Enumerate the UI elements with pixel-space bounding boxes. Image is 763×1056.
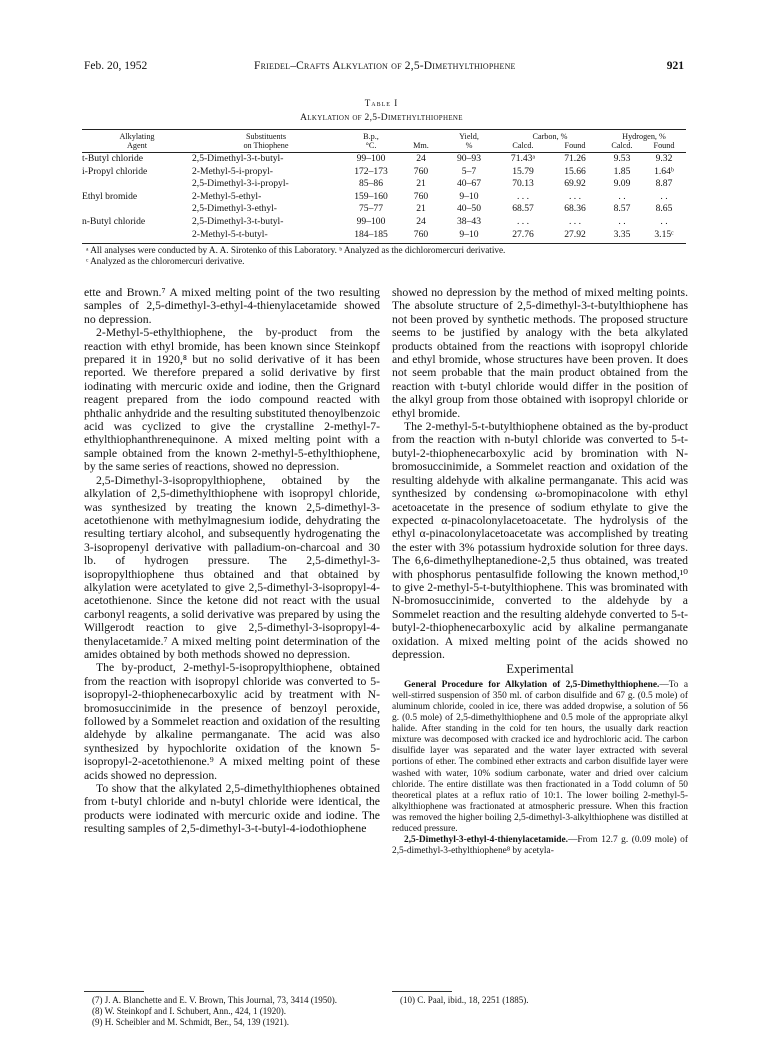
cell-carbon-found: 68.36 xyxy=(564,203,586,215)
cell-hydrogen-calcd: 1.85 xyxy=(613,165,631,177)
cell-hydrogen-calcd: . . xyxy=(618,190,626,202)
col-yield-head-1: Yield, xyxy=(459,132,479,141)
procedure-heading: General Procedure for Alkylation of 2,5-Dimethylthiophene. xyxy=(404,679,660,690)
cell-hydrogen-calcd: 9.53 xyxy=(613,153,631,164)
cell-carbon-found: 27.92 xyxy=(548,229,602,244)
cell-carbon-found: 71.26 xyxy=(564,153,586,164)
issue-date: Feb. 20, 1952 xyxy=(84,60,148,72)
body-paragraph: showed no depression by the method of mixed melting points. The absolute structure of 2,5-dimethyl-3-t-butylthiophene has not been proved by synthetic methods. The proposed structure seems to be justified by analogy with the beta alkylated products obtained from the reactions with isopropyl chloride and ethyl bromide, whose structures have been proven. It does not seem probable that the main product obtained from the reaction with t-butyl chloride would differ in the position of the alkyl group from those obtained with isopropyl chloride or ethyl bromide. xyxy=(392,286,688,420)
cell-bp: 75–77 xyxy=(359,203,383,215)
body-paragraph: The 2-methyl-5-t-butylthiophene obtained as the by-product from the reaction with n-butyl chloride was converted to 5-t-butyl-2-thiophenecarboxylic acid by bromination with N-bromosuccinimide, a Sommelet reaction and oxidation of the resulting aldehyde with alkaline permanganate. This acid was synthesized by condensing ω-bromopinacolone with ethyl acetoacetate in the presence of sodium ethylate to give the expected α-pinacolonylacetoacetate. The hydrolysis of the ethyl α-pinacolonylacetoacetate was accomplished by treating the ester with 3% potassium hydroxide solution for three days. The 6,6-dimethylheptanedione-2,5 thus obtained, was treated with phosphorus pentasulfide following the known method,¹⁰ to give 2-methyl-5-t-butylthiophene. This was brominated with N-bromosuccinimide, converted to the aldehyde by a Sommelet reaction and the resulting aldehyde converted to 5-t-butyl-2-thiophenecarboxylic acid by alkaline permanganate oxidation. A mixed melting point of the acids showed no depression. xyxy=(392,420,688,661)
col-mm-spacer xyxy=(402,132,440,141)
procedure-body: —To a well-stirred suspension of 350 ml. of carbon disulfide and 67 g. (0.5 mole) of aluminum chloride, cooled in ice, there was added dropwise, a solution of 56 g. (0.5 mole) of 2,5-dimethylthiophene and 0.5 mole of the appropriate alkyl halide. After standing in the cold for ten hours, the usually dark reaction mixture was decomposed with cracked ice and hydrochloric acid. The carbon disulfide layer was separated and the water layer extracted with several portions of ether. The combined ether extracts and carbon disulfide layer were washed with water, 10% sodium carbonate, water and dried over calcium chloride. The entire distillate was then fractionated in a Todd column of 50 theoretical plates at a reflux ratio of 10:1. The lower boiling 2-methyl-5-alkylthiophene was fractionated at atmospheric pressure. When this fraction was removed the higher boiling 2,5-dimethyl-3-alkylthiophene was distilled at reduced pressure. xyxy=(392,679,688,834)
cell-hydrogen-found: 8.87 xyxy=(655,178,673,190)
references-right xyxy=(392,991,688,1006)
cell-agent: Ethyl bromide xyxy=(82,190,138,202)
body-paragraph: The by-product, 2-methyl-5-isopropylthiophene, obtained from the reaction with isopropyl chloride was converted to 5-isopropyl-2-thiophenecarboxylic acid by treatment with N-bromosuccinimide in the presence of benzoyl peroxide, followed by a Sommelet reaction and oxidation of the resulting aldehyde by alkaline permanganate. The acid was also synthesized by hypochlorite oxidation of the known 5-isopropyl-2-acetothienone.⁹ A mixed melting point of these acids showed no depression. xyxy=(84,661,380,782)
section-heading-experimental: Experimental xyxy=(506,662,574,677)
col-c-found-head: Found xyxy=(548,141,602,153)
table-row xyxy=(82,191,686,204)
cell-bp: 172–173 xyxy=(354,165,388,177)
cell-carbon-found: . . . xyxy=(569,215,581,227)
table-caption: Table I xyxy=(364,98,399,108)
footnote-rule xyxy=(392,991,452,992)
cell-mm: 24 xyxy=(416,153,426,164)
cell-carbon-calcd: 15.79 xyxy=(512,165,534,177)
cell-agent: i-Propyl chloride xyxy=(82,165,148,177)
cell-mm: 760 xyxy=(413,190,429,202)
col-c-calcd-head: Calcd. xyxy=(498,141,548,153)
col-subst-head-1: Substituents xyxy=(245,132,287,141)
table-footnote-1: ᵃ All analyses were conducted by A. A. Sirotenko of this Laboratory. ᵇ Analyzed as the dichloromercuri derivative. xyxy=(86,245,506,255)
cell-hydrogen-found: 1.64ᵇ xyxy=(654,165,674,177)
cell-carbon-calcd: 27.76 xyxy=(498,229,548,244)
cell-mm: 760 xyxy=(402,229,440,244)
col-yield-head-2: % xyxy=(440,141,498,153)
cell-hydrogen-calcd: 8.57 xyxy=(613,203,631,215)
cell-hydrogen-found: 9.32 xyxy=(655,153,673,164)
col-hydrogen-head: Hydrogen, % xyxy=(622,132,666,141)
reference: (9) H. Scheibler and M. Schmidt, Ber., 54, 139 (1921). xyxy=(92,1017,289,1027)
cell-hydrogen-found: 3.15ᶜ xyxy=(642,229,686,244)
cell-substituents: 2-Methyl-5-i-propyl- xyxy=(192,165,273,177)
col-bp-head-2: °C. xyxy=(340,141,402,153)
footnote-rule xyxy=(84,991,144,992)
cell-substituents: 2-Methyl-5-ethyl- xyxy=(192,190,262,202)
cell-bp: 184–185 xyxy=(340,229,402,244)
col-agent-head-1: Alkylating xyxy=(119,132,155,141)
cell-agent xyxy=(82,203,192,216)
cell-carbon-calcd: 70.13 xyxy=(512,178,534,190)
table-title: Alkylation of 2,5-Dimethylthiophene xyxy=(300,113,463,123)
cell-hydrogen-calcd: . . xyxy=(618,215,626,227)
table-row xyxy=(82,166,686,179)
body-paragraph: 2-Methyl-5-ethylthiophene, the by-product from the reaction with ethyl bromide, has been known since Steinkopf prepared it in 1920,⁸ but no solid derivative of it has been reported. We therefore prepared a solid derivative by first iodinating with mercuric oxide and iodine, then the Grignard reagent prepared from the iodo compound reacted with phthalic anhydride and the resulting substituted thenoylbenzoic acid was cyclized to give the crystalline 2-methyl-7-ethylthiophanthrenequinone. A mixed melting point with a sample obtained from the known 2-methyl-5-ethylthiophene, by the same series of reactions, showed no depression. xyxy=(84,326,381,474)
cell-hydrogen-calcd: 3.35 xyxy=(602,229,642,244)
cell-carbon-calcd: 71.43ᵃ xyxy=(510,153,536,164)
procedure-heading: 2,5-Dimethyl-3-ethyl-4-thienylacetamide. xyxy=(404,835,569,846)
running-title: Friedel–Crafts Alkylation of 2,5-Dimethylthiophene xyxy=(254,60,516,72)
cell-yield: 9–10 xyxy=(440,229,498,244)
col-bp-head-1: B.p., xyxy=(363,132,379,141)
cell-yield: 40–50 xyxy=(457,203,481,215)
cell-carbon-calcd: . . . xyxy=(517,190,529,202)
page-number: 921 xyxy=(666,60,684,72)
cell-bp: 159–160 xyxy=(354,190,388,202)
cell-mm: 760 xyxy=(413,165,429,177)
body-paragraph: ette and Brown.⁷ A mixed melting point of the two resulting samples of 2,5-dimethyl-3-ethyl-4-thienylacetamide showed no depression. xyxy=(84,286,380,326)
cell-carbon-found: 15.66 xyxy=(564,165,586,177)
cell-substituents: 2,5-Dimethyl-3-t-butyl- xyxy=(192,153,284,164)
cell-carbon-calcd: 68.57 xyxy=(512,203,534,215)
col-h-found-head: Found xyxy=(642,141,686,153)
references-left xyxy=(84,991,380,1028)
cell-agent xyxy=(82,178,192,191)
left-column xyxy=(84,286,380,836)
table-row xyxy=(82,229,686,244)
table-row xyxy=(82,153,686,166)
cell-substituents: 2-Methyl-5-t-butyl- xyxy=(192,229,340,244)
table-row xyxy=(82,216,686,229)
cell-hydrogen-found: . . xyxy=(660,190,668,202)
experimental-text xyxy=(392,680,688,858)
reference: (8) W. Steinkopf and I. Schubert, Ann., 424, 1 (1920). xyxy=(92,1006,286,1016)
col-agent-head-2: Agent xyxy=(82,141,192,153)
cell-carbon-found: 69.92 xyxy=(564,178,586,190)
cell-agent: n-Butyl chloride xyxy=(82,215,146,227)
body-paragraph: To show that the alkylated 2,5-dimethylthiophenes obtained from t-butyl chloride and n-butyl chloride were identical, the products were iodinated with mercuric oxide and iodine. The resulting samples of 2,5-dimethyl-3-t-butyl-4-iodothiophene xyxy=(84,782,380,836)
col-carbon-head: Carbon, % xyxy=(532,132,568,141)
table-footnote-2: ᶜ Analyzed as the chloromercuri derivative. xyxy=(86,256,245,266)
reference: (7) J. A. Blanchette and E. V. Brown, This Journal, 73, 3414 (1950). xyxy=(92,995,337,1005)
right-column xyxy=(392,286,688,857)
cell-yield: 90–93 xyxy=(457,153,481,164)
cell-hydrogen-found: 8.65 xyxy=(655,203,673,215)
cell-yield: 40–67 xyxy=(457,178,481,190)
cell-bp: 85–86 xyxy=(359,178,383,190)
col-subst-head-2: on Thiophene xyxy=(192,141,340,153)
cell-substituents: 2,5-Dimethyl-3-i-propyl- xyxy=(192,178,289,190)
procedure-body: —From 12.7 g. (0.09 mole) of 2,5-dimethyl-3-ethylthiophene⁸ by acetyla- xyxy=(392,835,688,857)
cell-yield: 9–10 xyxy=(459,190,479,202)
cell-carbon-calcd: . . . xyxy=(517,215,529,227)
col-h-calcd-head: Calcd. xyxy=(602,141,642,153)
cell-carbon-found: . . . xyxy=(569,190,581,202)
cell-hydrogen-calcd: 9.09 xyxy=(613,178,631,190)
reference: (10) C. Paal, ibid., 18, 2251 (1885). xyxy=(400,995,529,1005)
cell-substituents: 2,5-Dimethyl-3-t-butyl- xyxy=(192,215,284,227)
cell-mm: 21 xyxy=(416,178,426,190)
cell-mm: 21 xyxy=(416,203,426,215)
cell-bp: 99–100 xyxy=(356,215,386,227)
cell-agent xyxy=(82,229,192,244)
body-paragraph: 2,5-Dimethyl-3-isopropylthiophene, obtained by the alkylation of 2,5-dimethylthiophene with isopropyl chloride, was synthesized by treating the known 2,5-dimethyl-3-acetothienone with methylmagnesium iodide, dehydrating the resulting tertiary alcohol, and subsequently hydrogenating the 3-isopropenyl derivative with palladium-on-charcoal and 30 lb. of hydrogen pressure. The 2,5-dimethyl-3-isopropylthiophene thus obtained and that obtained by alkylation were acetylated to give 2,5-dimethyl-3-isopropyl-4-acetothienone. Since the ketone did not react with the usual carbonyl reagents, a solid derivative was prepared by using the Willgerodt reaction to give 2,5-dimethyl-3-isopropyl-4-thenylacetamide.⁷ A mixed melting point determination of the amides obtained by both methods showed no depression. xyxy=(84,473,380,661)
cell-mm: 24 xyxy=(416,215,426,227)
cell-yield: 38–43 xyxy=(457,215,481,227)
cell-yield: 5–7 xyxy=(461,165,477,177)
alkylation-table xyxy=(82,129,686,244)
cell-agent: t-Butyl chloride xyxy=(82,153,144,164)
table-row xyxy=(82,178,686,191)
col-mm-head: Mm. xyxy=(402,141,440,153)
experimental-paragraph xyxy=(392,835,688,857)
cell-hydrogen-found: . . xyxy=(660,215,668,227)
table-row xyxy=(82,203,686,216)
cell-bp: 99–100 xyxy=(356,153,386,164)
experimental-paragraph xyxy=(392,680,688,835)
cell-substituents: 2,5-Dimethyl-3-ethyl- xyxy=(192,203,277,215)
